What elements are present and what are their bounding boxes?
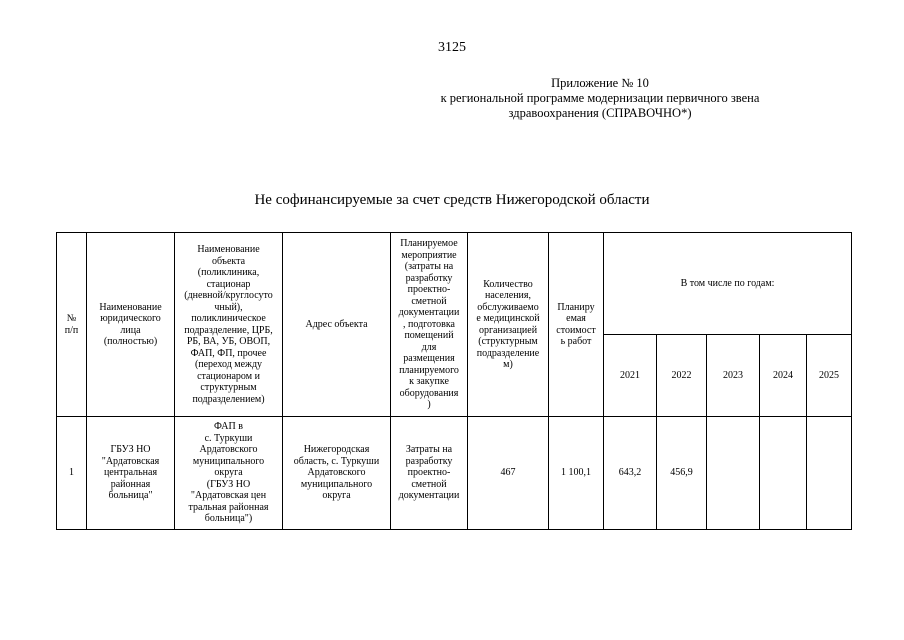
cell-activity: Затраты на разработку проектно- сметной документации [391,417,468,530]
appendix-line-1: Приложение № 10 [551,76,649,90]
cell-year-2022: 456,9 [657,417,707,530]
cell-year-2021: 643,2 [604,417,657,530]
header-object: Наименование объекта (поликлиника, стационар (дневной/круглосуто чный), поликлиническое подразделение, ЦРБ, РБ, ВА, УБ, ОВОП, ФАП, ФП, прочее (переход между стационаром и структурным подразделением) [175,233,283,417]
header-year-2021: 2021 [604,335,657,417]
appendix-line-3: здравоохранения (СПРАВОЧНО*) [508,106,692,120]
cell-cost: 1 100,1 [549,417,604,530]
header-activity: Планируемое мероприятие (затраты на разработку проектно- сметной документации , подготовка помещений для размещения планируемого к закупке оборудования ) [391,233,468,417]
header-address: Адрес объекта [283,233,391,417]
header-years-group: В том числе по годам: [604,233,852,335]
table-row [57,417,852,530]
header-population: Количество населения, обслуживаемо е медицинской организацией (структурным подразделение м) [468,233,549,417]
cell-year-2025 [807,417,852,530]
header-org: Наименование юридического лица (полностью) [87,233,175,417]
cell-org: ГБУЗ НО "Ардатовская центральная районная больница" [87,417,175,530]
cell-address: Нижегородская область, с. Туркуши Ардатовского муниципального округа [283,417,391,530]
appendix-line-2: к региональной программе модернизации первичного звена [440,91,760,105]
cell-year-2023 [707,417,760,530]
header-year-2023: 2023 [707,335,760,417]
appendix-caption [420,76,780,121]
section-heading: Не софинансируемые за счет средств Нижегородской области [254,192,650,208]
cell-object: ФАП в с. Туркуши Ардатовского муниципального округа (ГБУЗ НО "Ардатовская цен тральная районная больница") [175,417,283,530]
projects-table [56,232,852,530]
header-cost: Планиру емая стоимост ь работ [549,233,604,417]
header-year-2022: 2022 [657,335,707,417]
header-year-2024: 2024 [760,335,807,417]
header-num: № п/п [57,233,87,417]
cell-year-2024 [760,417,807,530]
page-number: 3125 [438,40,466,55]
cell-population: 467 [468,417,549,530]
table-header-row [57,233,852,335]
cell-num: 1 [57,417,87,530]
header-year-2025: 2025 [807,335,852,417]
